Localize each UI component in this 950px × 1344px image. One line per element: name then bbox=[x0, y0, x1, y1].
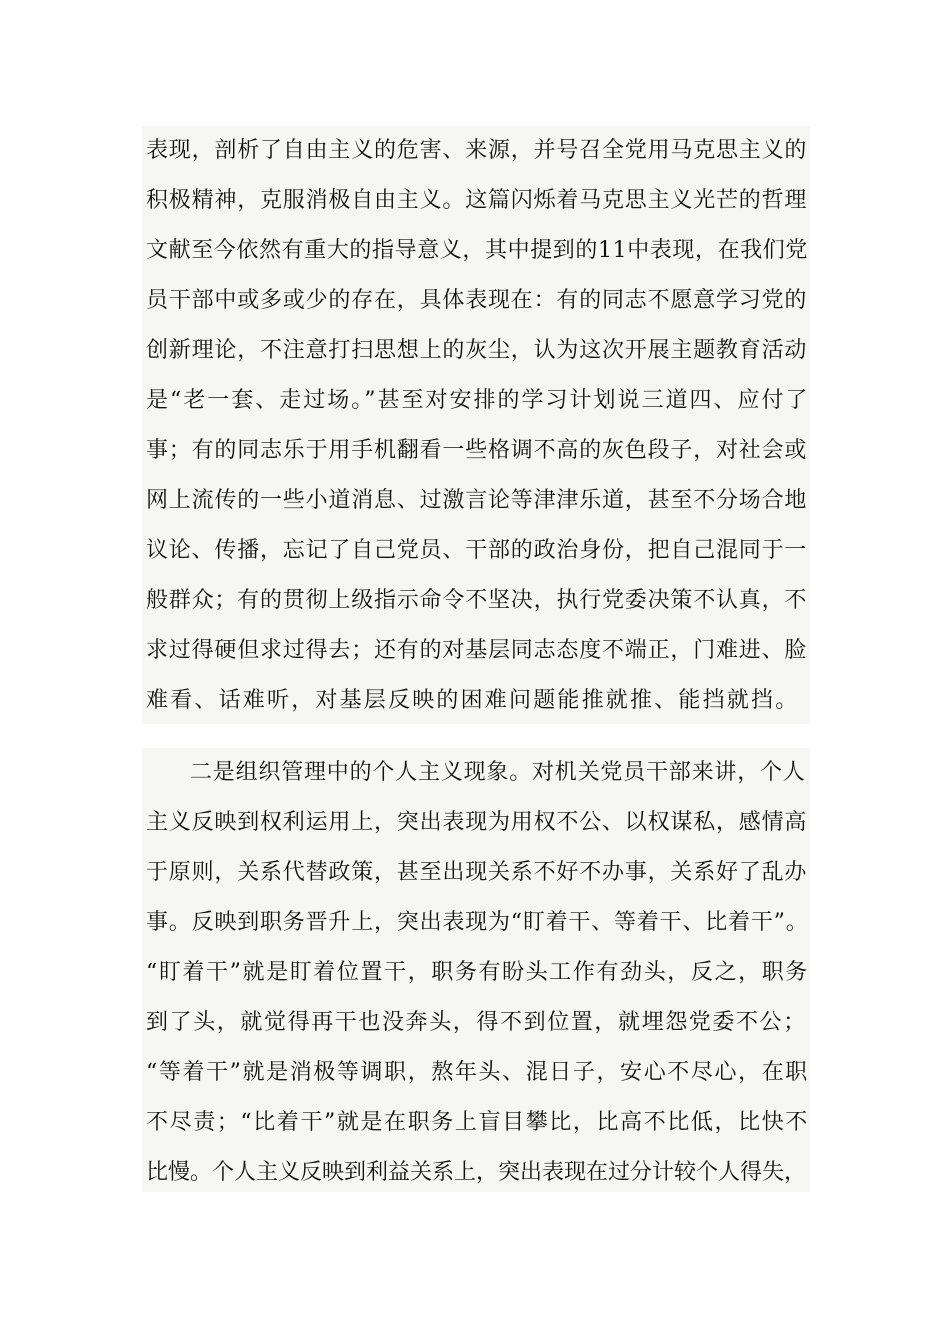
paragraph-line: 到了头，就觉得再干也没奔头，得不到位置，就埋怨党委不公； bbox=[146, 1010, 807, 1035]
paragraph-line: 事；有的同志乐于用手机翻看一些格调不高的灰色段子，对社会或 bbox=[146, 438, 808, 463]
paragraph-line: 事。反映到职务晋升上，突出表现为“盯着干、等着干、比着干”。 bbox=[146, 910, 809, 935]
paragraph-line: 求过得硬但求过得去；还有的对基层同志态度不端正，门难进、脸 bbox=[146, 638, 808, 663]
paragraph-line: 是“老一套、走过场。”甚至对安排的学习计划说三道四、应付了 bbox=[146, 388, 810, 413]
paragraph-line: 积极精神，克服消极自由主义。这篇闪烁着马克思主义光芒的哲理 bbox=[146, 188, 808, 213]
paragraph-line: 创新理论，不注意打扫思想上的灰尘，认为这次开展主题教育活动 bbox=[146, 338, 808, 363]
paragraph-1 bbox=[142, 126, 810, 724]
paragraph-line: 比慢。个人主义反映到利益关系上，突出表现在过分计较个人得失， bbox=[146, 1160, 807, 1185]
paragraph-line: 二是组织管理中的个人主义现象。对机关党员干部来讲，个人 bbox=[190, 760, 806, 785]
paragraph-line: 主义反映到权利运用上，突出表现为用权不公、以权谋私，感情高 bbox=[146, 810, 808, 835]
paragraph-line: 表现，剖析了自由主义的危害、来源，并号召全党用马克思主义的 bbox=[146, 138, 808, 163]
paragraph-line: 不尽责；“比着干”就是在职务上盲目攀比，比高不比低，比快不 bbox=[146, 1110, 809, 1135]
paragraph-line: “等着干”就是消极等调职，熬年头、混日子，安心不尽心，在职 bbox=[146, 1060, 809, 1085]
paragraph-line: “盯着干”就是盯着位置干，职务有盼头工作有劲头，反之，职务 bbox=[146, 960, 809, 985]
paragraph-line: 文献至今依然有重大的指导意义，其中提到的11中表现，在我们党 bbox=[146, 238, 808, 263]
paragraph-2 bbox=[142, 748, 810, 1192]
paragraph-line: 难看、话难听，对基层反映的困难问题能推就推、能挡就挡。 bbox=[146, 688, 800, 713]
paragraph-line: 网上流传的一些小道消息、过激言论等津津乐道，甚至不分场合地 bbox=[146, 488, 808, 513]
paragraph-line: 议论、传播，忘记了自己党员、干部的政治身份，把自己混同于一 bbox=[146, 538, 808, 563]
paragraph-line: 般群众；有的贯彻上级指示命令不坚决，执行党委决策不认真，不 bbox=[146, 588, 808, 613]
paragraph-line: 于原则，关系代替政策，甚至出现关系不好不办事，关系好了乱办 bbox=[146, 860, 808, 885]
paragraph-line: 员干部中或多或少的存在，具体表现在：有的同志不愿意学习党的 bbox=[146, 288, 808, 313]
